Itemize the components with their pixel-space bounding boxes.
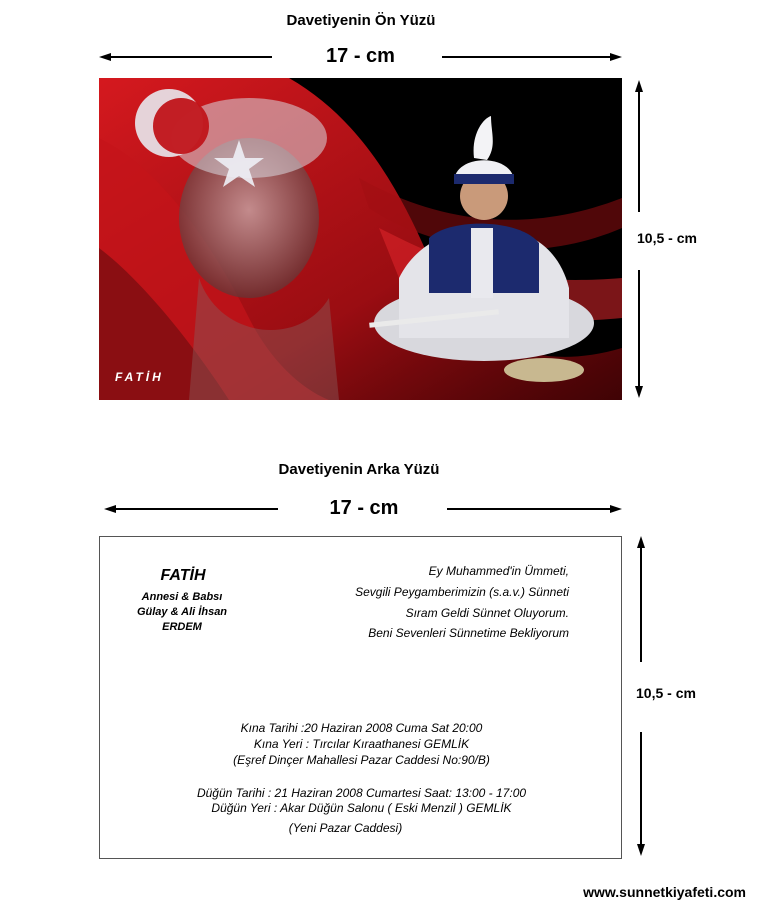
front-card-name: FATİH — [115, 370, 164, 384]
verse-line-3: Sıram Geldi Sünnet Oluyorum. — [405, 606, 569, 620]
parents-block — [122, 590, 242, 635]
website-link[interactable]: www.sunnetkiyafeti.com — [583, 884, 746, 900]
dugun-date: Düğün Tarihi : 21 Haziran 2008 Cumartesi Saat: 13:00 - 17:00 — [196, 786, 527, 800]
kina-place: Kına Yeri : Tırcılar Kıraathanesi GEMLİK — [253, 737, 470, 751]
arrow-down-icon — [637, 844, 645, 856]
front-heading: Davetiyenin Ön Yüzü — [286, 12, 436, 29]
child-name: FATİH — [160, 567, 206, 584]
arrow-right-icon — [610, 505, 622, 513]
parents-line-3: ERDEM — [162, 621, 202, 633]
back-heading: Davetiyenin Arka Yüzü — [278, 461, 440, 478]
dugun-address: (Yeni Pazar Caddesi) — [288, 821, 403, 835]
kina-address: (Eşref Dinçer Mahallesi Pazar Caddesi No:90/B) — [233, 753, 490, 767]
invitation-front-card — [99, 78, 622, 400]
front-height-dimension — [628, 80, 718, 400]
back-height-label: 10,5 - cm — [636, 685, 696, 701]
parents-line-2: Gülay & Ali İhsan — [136, 606, 228, 618]
back-width-label: 17 - cm — [329, 497, 399, 519]
verse-line-4: Beni Sevenleri Sünnetime Bekliyorum — [368, 626, 569, 640]
front-width-dimension — [99, 45, 622, 69]
arrow-down-icon — [635, 386, 643, 398]
verse-line-1: Ey Muhammed'in Ümmeti, — [428, 564, 569, 578]
front-width-label: 17 - cm — [326, 45, 395, 67]
back-height-dimension — [630, 536, 720, 858]
arrow-right-icon — [610, 53, 622, 61]
dugun-place: Düğün Yeri : Akar Düğün Salonu ( Eski Menzil ) GEMLİK — [211, 801, 512, 815]
kina-date: Kına Tarihi :20 Haziran 2008 Cuma Sat 20:00 — [240, 721, 483, 735]
verse-line-2: Sevgili Peygamberimizin (s.a.v.) Sünneti — [355, 585, 569, 599]
parents-line-1: Annesi & Babsı — [141, 591, 223, 603]
front-card-artwork — [99, 78, 622, 400]
back-width-dimension — [104, 497, 622, 521]
invitation-back-card — [99, 536, 622, 859]
front-height-label: 10,5 - cm — [637, 230, 697, 246]
